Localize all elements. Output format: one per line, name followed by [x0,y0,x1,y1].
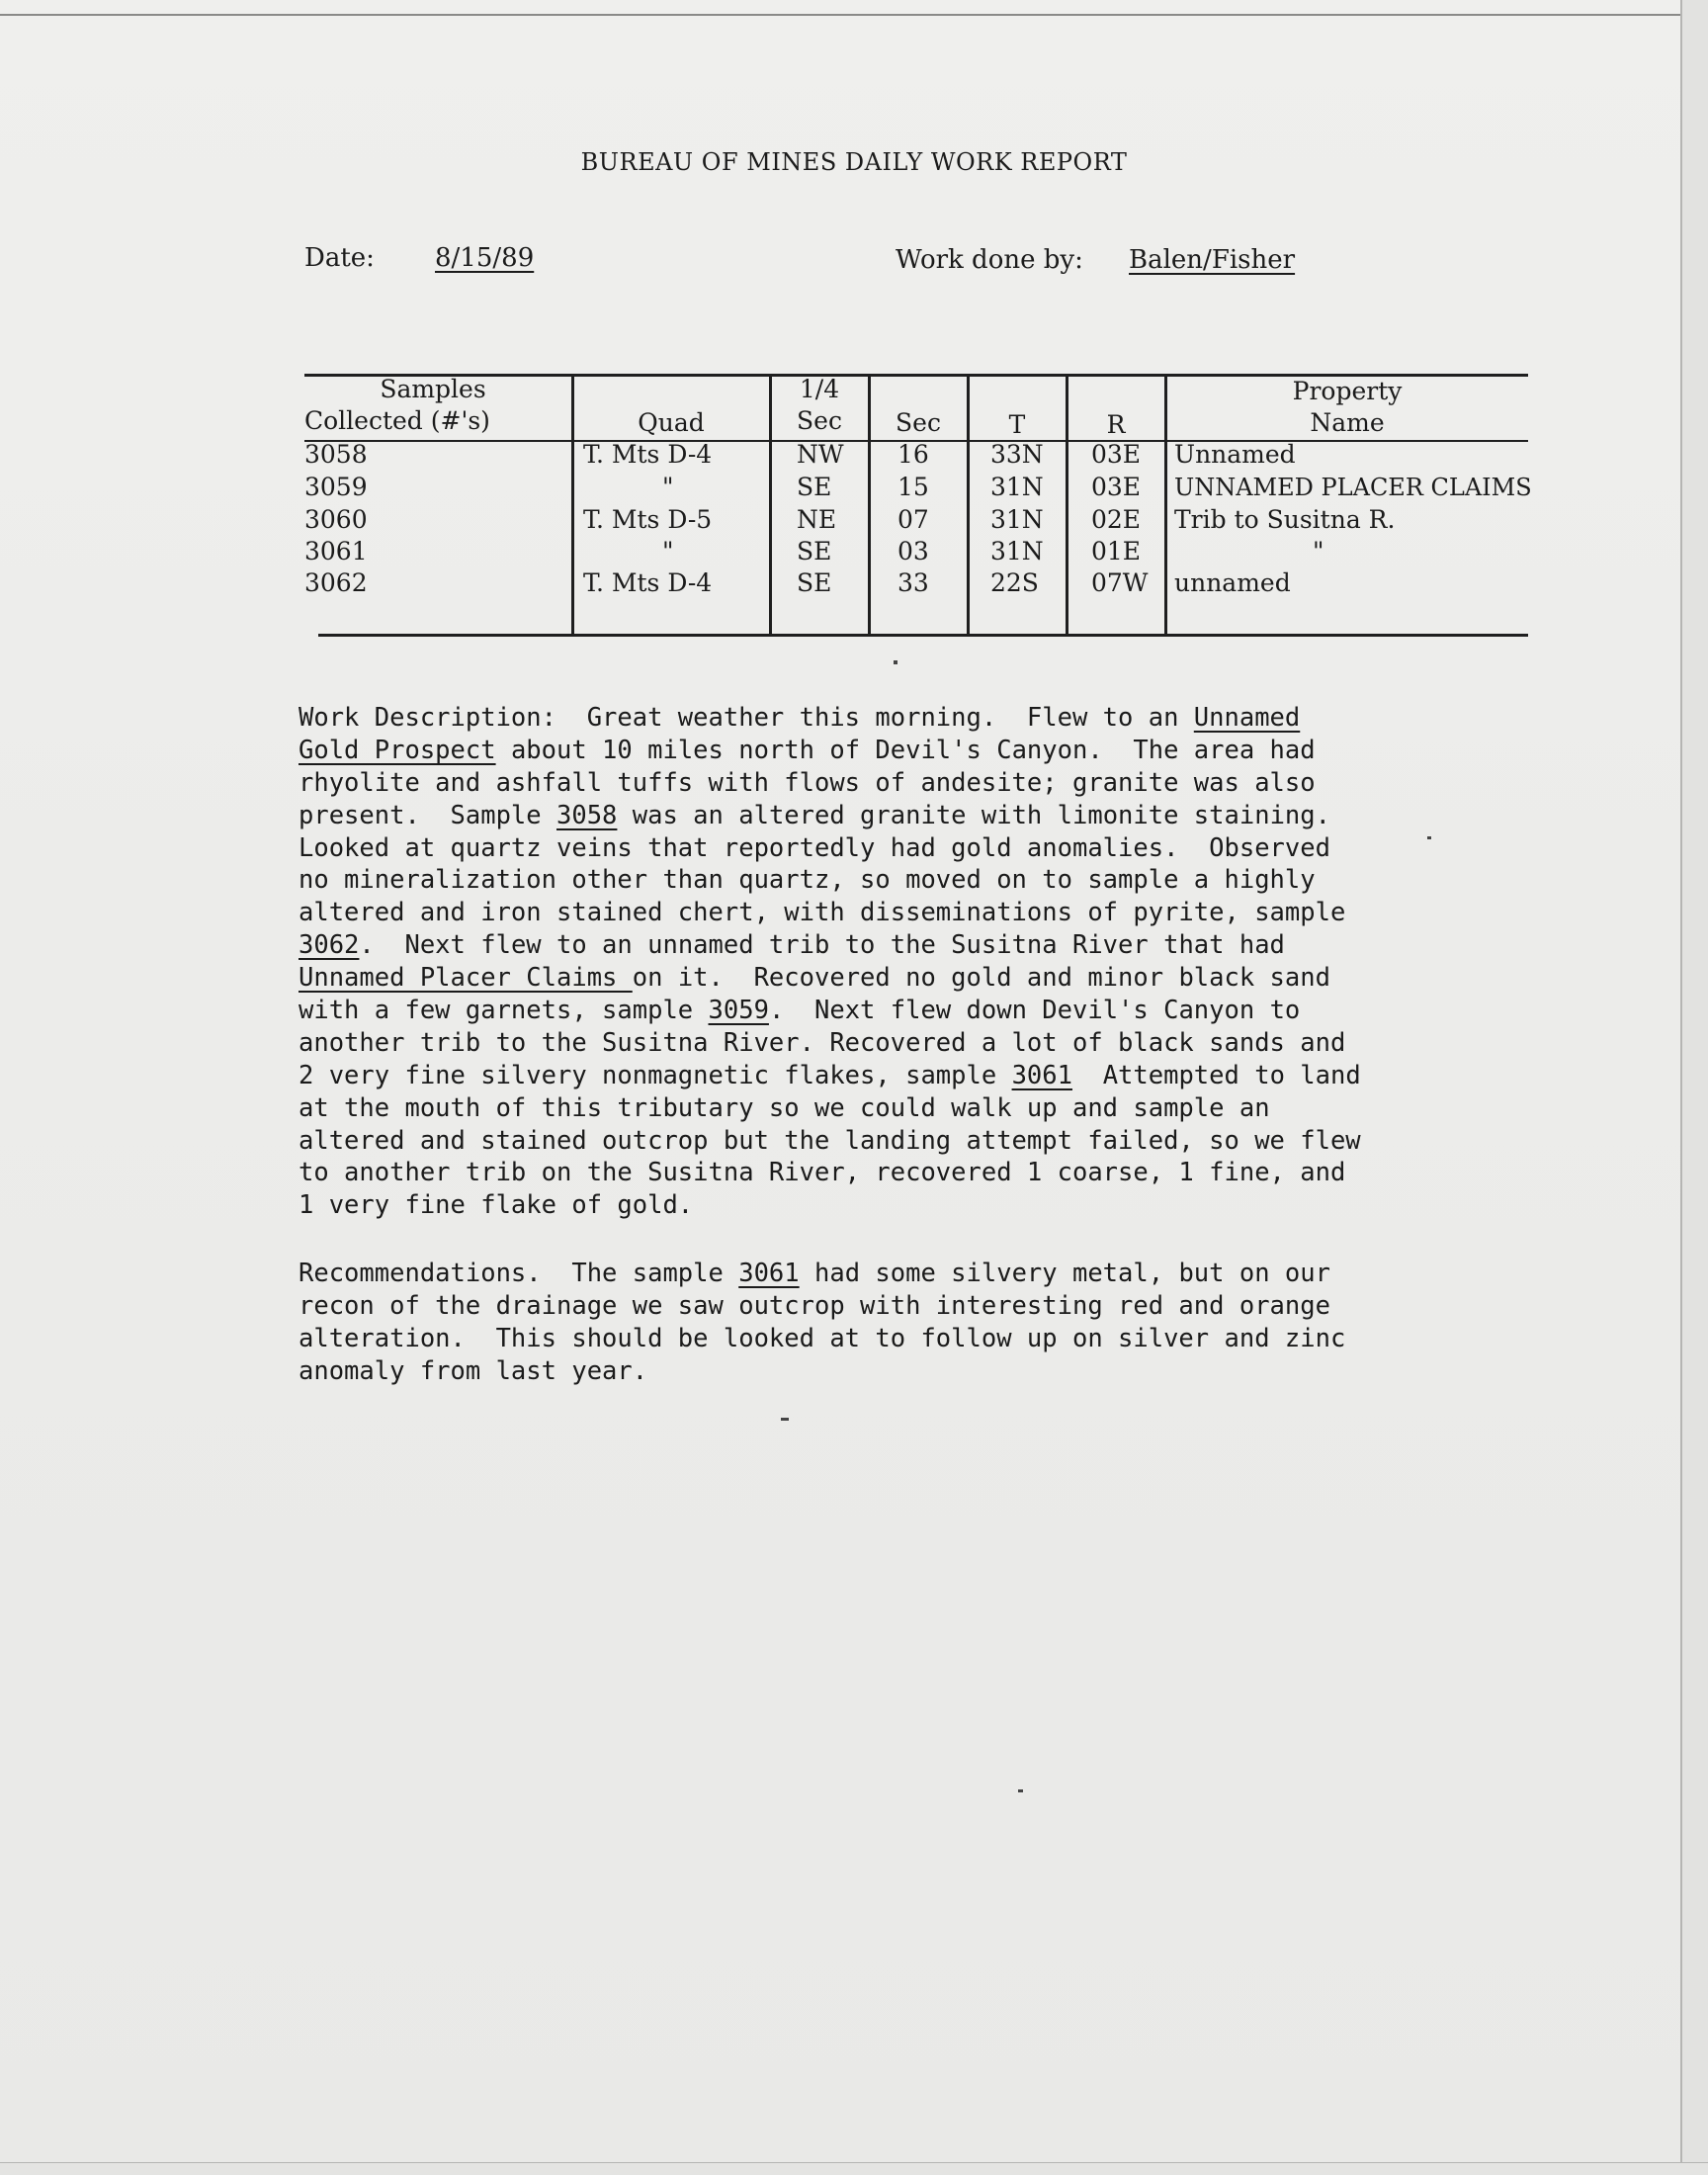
text-run: rhyolite and ashfall tuffs with flows of andesite; granite was also [299,767,1316,798]
work-description-line [299,897,1504,929]
cell-sample: 3062 [304,568,368,597]
work-description-line [299,929,1504,962]
work-description [299,702,1504,1222]
scan-top-edge [0,0,1708,16]
work-description-line [299,1125,1504,1158]
text-run: to another trib on the Susitna River, recovered 1 coarse, 1 fine, and [299,1158,1346,1188]
text-run: Recommendations. The sample [299,1259,739,1288]
recommendations-line [299,1323,1504,1355]
text-run: . Next flew to an unnamed trib to the Susitna River that had [359,930,1285,961]
cell-quad: T. Mts D-4 [583,568,713,597]
col-header-samples-sub: Collected (#'s) [304,406,490,435]
underlined-text: Unnamed [1193,703,1301,733]
cell-quad: T. Mts D-5 [583,505,713,534]
work-description-line [299,735,1504,767]
text-run: . Next flew down Devil's Canyon to [768,996,1301,1026]
cell-range: 01E [1091,537,1142,566]
underlined-text: 3061 [1011,1060,1072,1090]
cell-quarter-sec: SE [797,568,832,597]
scan-speck [1018,1789,1023,1792]
underlined-text: Unnamed Placer Claims [299,963,633,994]
text-run: recon of the drainage we saw outcrop with interesting red and orange [299,1290,1330,1321]
cell-quarter-sec: NW [797,440,844,469]
text-run: Looked at quartz veins that reportedly had gold anomalies. Observed [299,832,1330,863]
text-run: had some silvery metal, but on our [799,1259,1330,1288]
cell-township: 31N [990,473,1044,501]
cell-township: 31N [990,505,1044,534]
cell-sample: 3060 [304,505,368,534]
text-run: no mineralization other than quartz, so moved on to sample a highly [299,865,1316,896]
report-title: BUREAU OF MINES DAILY WORK REPORT [580,148,1128,176]
cell-quad: " [662,473,674,501]
scan-speck [894,660,897,664]
work-description-line [299,832,1504,865]
text-run: about 10 miles north of Devil's Canyon. The area had [495,735,1316,765]
work-description-line [299,767,1504,800]
text-run: altered and iron stained chert, with disseminations of pyrite, sample [299,898,1346,928]
cell-sec: 33 [897,568,929,597]
col-header-sec: Sec [896,408,941,437]
cell-sec: 03 [897,537,929,566]
cell-property-name: unnamed [1174,568,1291,597]
work-description-line [299,962,1504,995]
underlined-text: 3061 [738,1259,800,1288]
col-header-samples: Samples [380,375,486,403]
scan-bottom-edge [0,2162,1708,2175]
cell-property-name: " [1313,537,1324,566]
cell-sec: 15 [897,473,929,501]
cell-quarter-sec: NE [797,505,837,534]
col-header-range: R [1106,410,1126,439]
work-description-line [299,864,1504,897]
text-run: alteration. This should be looked at to follow up on silver and zinc [299,1323,1346,1353]
text-run: with a few garnets, sample [299,996,709,1026]
cell-quad: T. Mts D-4 [583,440,713,469]
cell-sec: 07 [897,505,929,534]
col-header-quarter-sec: Sec [797,406,842,435]
text-run: altered and stained outcrop but the landing attempt failed, so we flew [299,1125,1361,1156]
cell-township: 22S [990,568,1039,597]
cell-sample: 3059 [304,473,368,501]
text-run: anomaly from last year. [299,1355,648,1386]
work-done-label: Work done by: [896,245,1083,275]
cell-sample: 3058 [304,440,368,469]
work-description-line [299,1157,1504,1189]
work-description-line [299,1060,1504,1092]
cell-sec: 16 [897,440,929,469]
work-description-line [299,995,1504,1027]
date-label: Date: [304,243,375,273]
text-run: Work Description: Great weather this morning. Flew to an [299,703,1194,733]
cell-quarter-sec: SE [797,537,832,566]
cell-range: 07W [1091,568,1149,597]
cell-property-name: Trib to Susitna R. [1174,505,1396,534]
text-run: Attempted to land [1071,1060,1361,1090]
col-header-quad: Quad [638,408,705,437]
text-run: on it. Recovered no gold and minor black sand [632,963,1330,994]
recommendations-line [299,1258,1504,1290]
work-description-line [299,702,1504,735]
work-description-line [299,800,1504,832]
work-description-line [299,1027,1504,1060]
samples-table [304,374,1532,637]
col-header-property: Property [1292,377,1403,405]
cell-property-name: UNNAMED PLACER CLAIMS [1174,474,1532,501]
cell-sample: 3061 [304,537,368,566]
scan-speck [1427,836,1431,839]
cell-property-name: Unnamed [1174,440,1296,469]
underlined-text: 3059 [708,996,769,1026]
work-description-line [299,1189,1504,1222]
recommendations [299,1258,1504,1388]
cell-quad: " [662,537,674,566]
date-value: 8/15/89 [435,243,535,273]
scan-speck [781,1418,789,1421]
text-run: 2 very fine silvery nonmagnetic flakes, sample [299,1060,1012,1090]
col-header-township: T [1008,410,1026,439]
recommendations-line [299,1355,1504,1388]
text-run: was an altered granite with limonite staining. [617,800,1330,830]
text-run: present. Sample [299,800,556,830]
col-header-property-name: Name [1310,408,1385,437]
cell-range: 03E [1091,440,1142,469]
underlined-text: 3058 [556,800,618,830]
text-run: another trib to the Susitna River. Recovered a lot of black sands and [299,1027,1346,1058]
work-description-line [299,1092,1504,1125]
work-done-value: Balen/Fisher [1129,245,1296,275]
col-header-quarter: 1/4 [799,375,840,403]
cell-quarter-sec: SE [797,473,832,501]
cell-range: 02E [1091,505,1142,534]
cell-range: 03E [1091,473,1142,501]
text-run: at the mouth of this tributary so we could walk up and sample an [299,1092,1270,1123]
text-run: 1 very fine flake of gold. [299,1190,694,1221]
underlined-text: Gold Prospect [299,735,496,765]
table-bottom-rule [318,634,1528,637]
recommendations-line [299,1290,1504,1323]
cell-township: 31N [990,537,1044,566]
underlined-text: 3062 [299,930,360,961]
cell-township: 33N [990,440,1044,469]
scan-right-edge [1680,0,1708,2175]
